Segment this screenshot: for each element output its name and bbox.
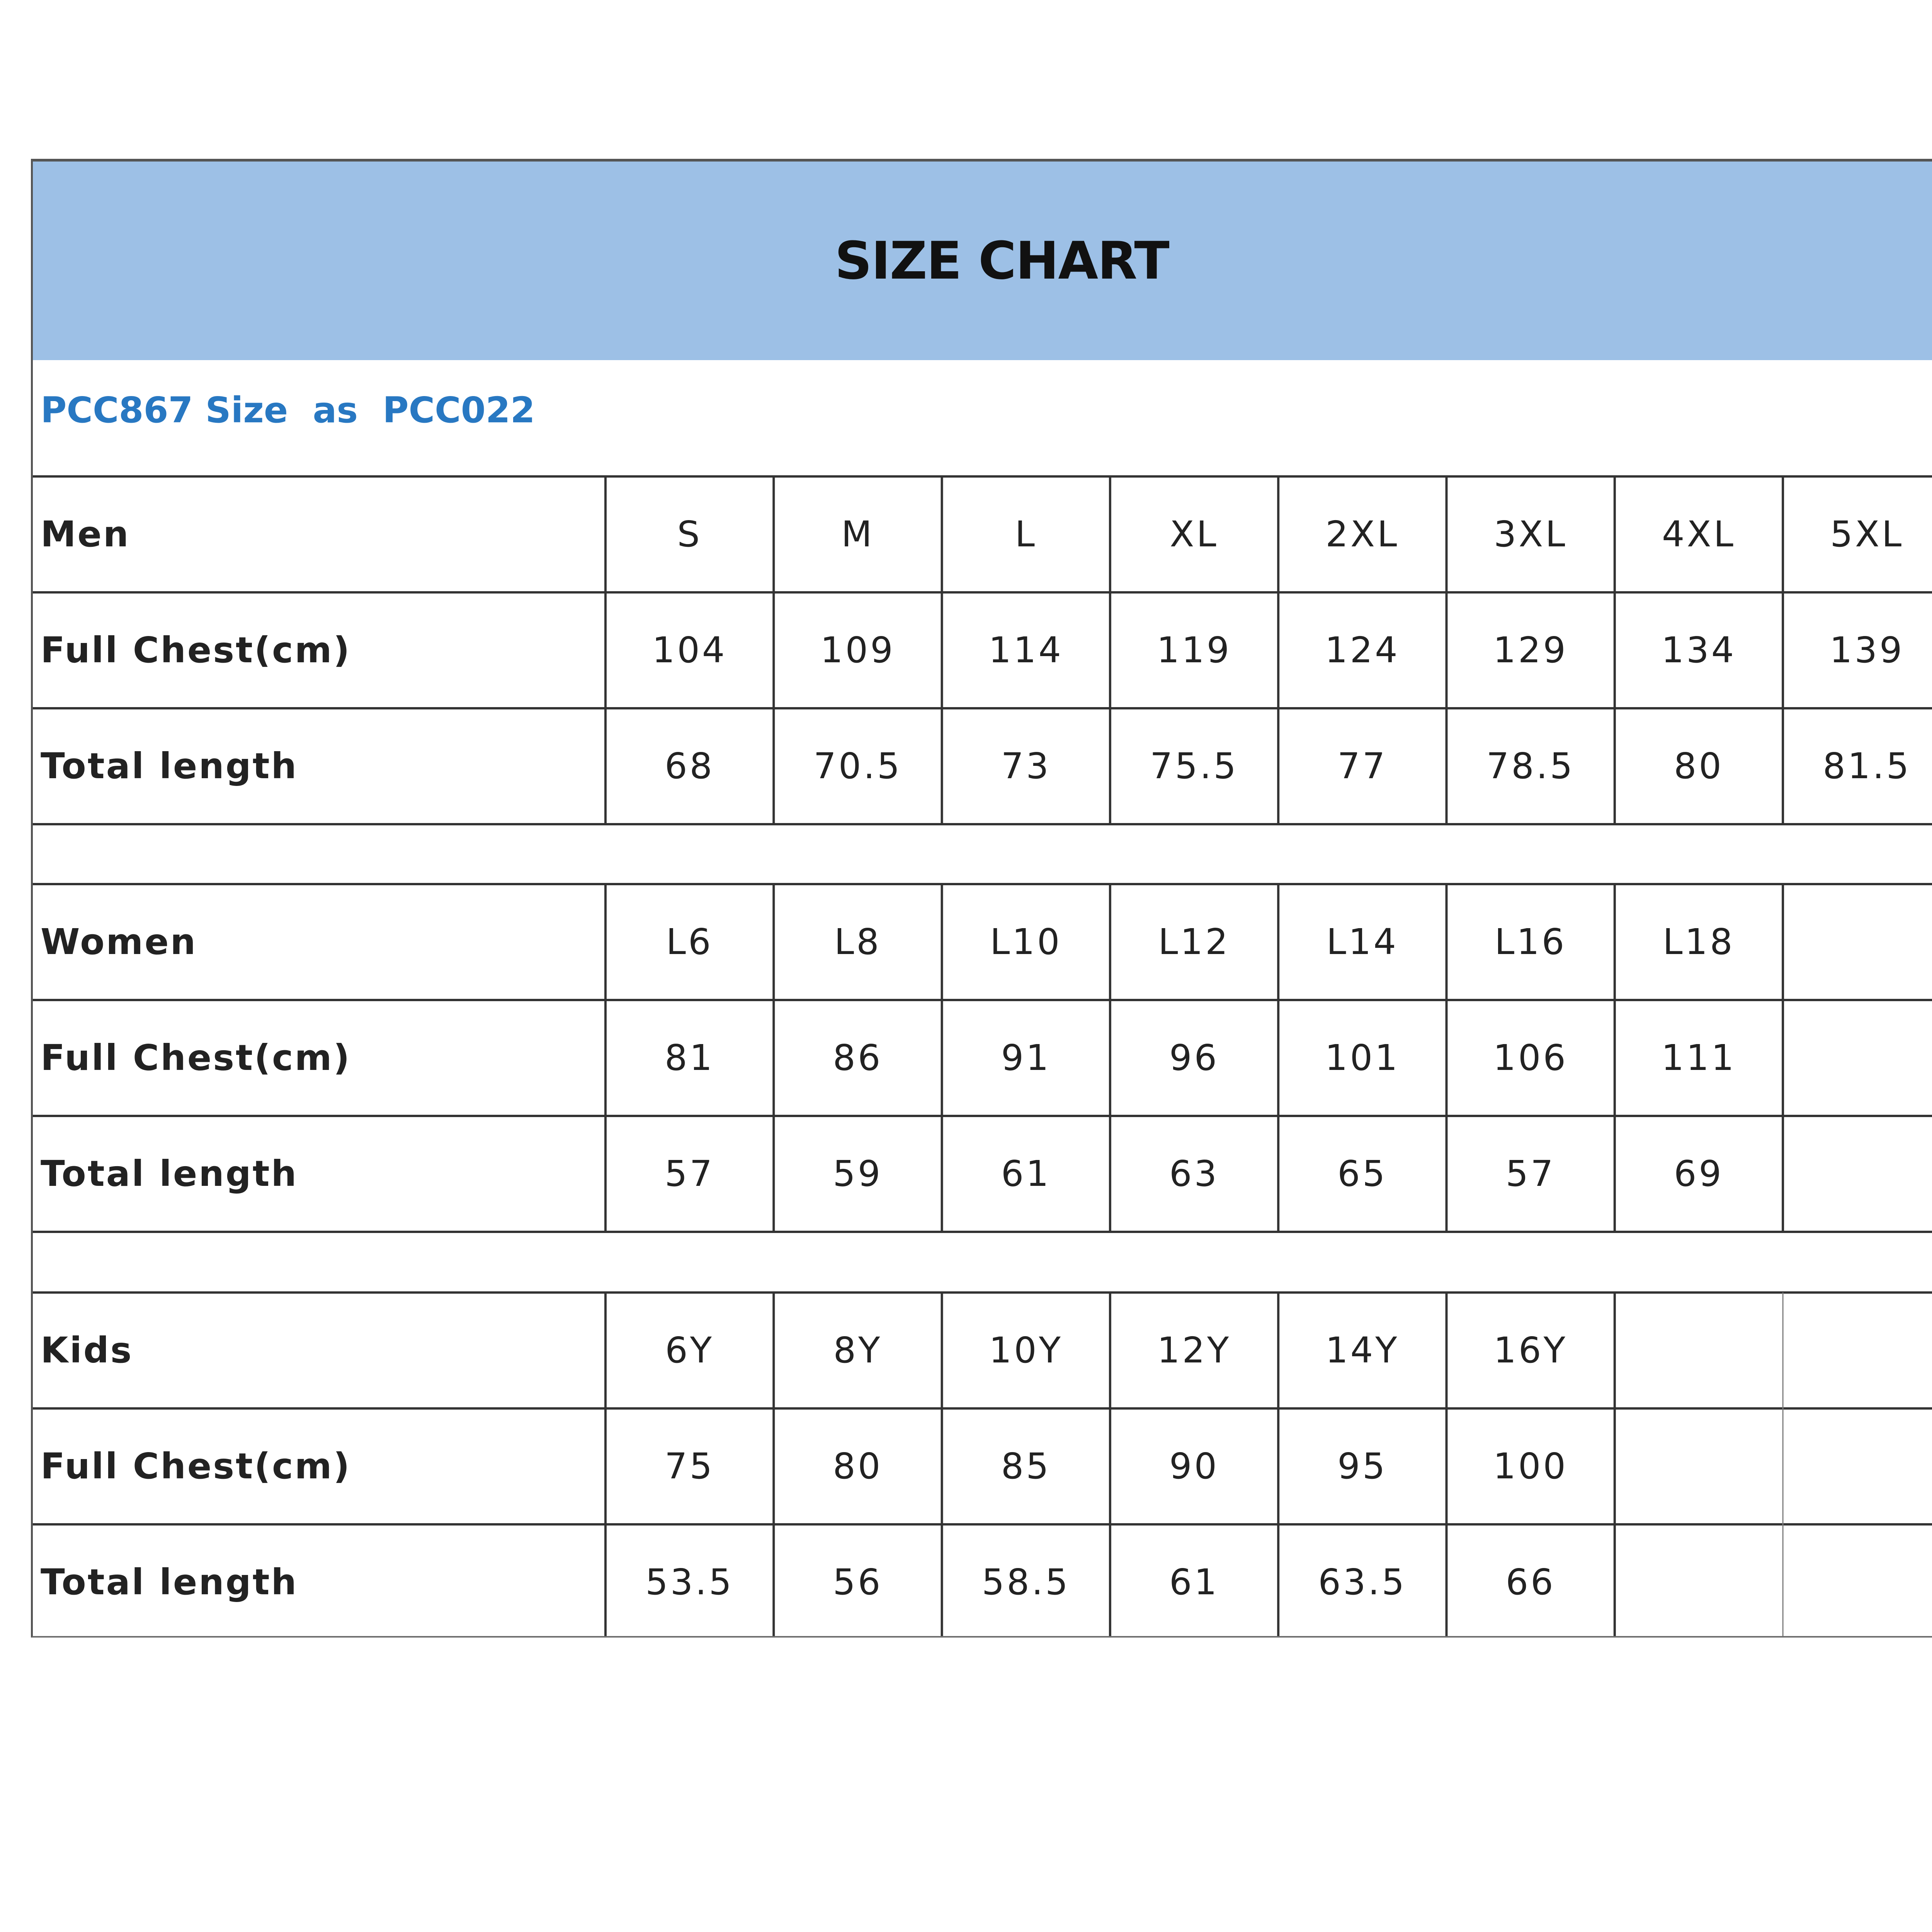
kids-total-length-value: 58.5	[981, 1561, 1070, 1603]
men-total-length-value: 80	[1673, 745, 1724, 787]
men-size: 5XL	[1830, 514, 1904, 555]
women-size: L16	[1494, 921, 1567, 963]
women-full-chest-value: 96	[1169, 1037, 1219, 1078]
men-total-length-value: 81.5	[1823, 745, 1912, 787]
men-total-length-value: 75.5	[1150, 745, 1238, 787]
kids-full-chest-value: 80	[833, 1446, 883, 1487]
men-full-chest-value: 124	[1325, 629, 1400, 671]
men-full-chest-value: 119	[1156, 629, 1232, 671]
men-full-chest-value: 114	[988, 629, 1064, 671]
men-total-length-value: 73	[1001, 745, 1051, 787]
kids-size: 14Y	[1325, 1330, 1400, 1371]
women-full-chest-value: 101	[1325, 1037, 1400, 1078]
women-full-chest-value: 111	[1661, 1037, 1736, 1078]
kids-full-chest-value: 90	[1169, 1446, 1219, 1487]
men-total-length-value: 70.5	[813, 745, 902, 787]
women-total-length-value: 57	[665, 1153, 715, 1194]
women-size: L10	[990, 921, 1062, 963]
women-size: L12	[1158, 921, 1230, 963]
men-total-length-label: Total length	[41, 745, 298, 787]
men-total-length-value: 77	[1337, 745, 1388, 787]
kids-full-chest-value: 95	[1337, 1446, 1388, 1487]
men-size: 2XL	[1325, 514, 1400, 555]
women-total-length-value: 63	[1169, 1153, 1219, 1194]
kids-size: 10Y	[989, 1330, 1063, 1371]
kids-total-length-value: 61	[1169, 1561, 1219, 1603]
kids-total-length-value: 56	[833, 1561, 883, 1603]
women-full-chest-value: 91	[1001, 1037, 1051, 1078]
men-full-chest-value: 134	[1661, 629, 1736, 671]
women-full-chest-value: 86	[833, 1037, 883, 1078]
table-grid-lines	[33, 162, 1932, 1636]
chart-subtitle: PCC867 Size as PCC022	[41, 389, 535, 431]
kids-total-length-value: 53.5	[645, 1561, 734, 1603]
women-total-length-value: 59	[833, 1153, 883, 1194]
kids-total-length-value: 63.5	[1318, 1561, 1407, 1603]
men-full-chest-value: 109	[820, 629, 895, 671]
men-size: M	[841, 514, 874, 555]
men-size: S	[677, 514, 702, 555]
women-size: L18	[1663, 921, 1735, 963]
men-size: 4XL	[1662, 514, 1736, 555]
kids-full-chest-value: 85	[1001, 1446, 1051, 1487]
women-total-length-value: 57	[1505, 1153, 1556, 1194]
men-full-chest-value: 139	[1829, 629, 1905, 671]
kids-full-chest-value: 75	[665, 1446, 715, 1487]
men-full-chest-value: 104	[652, 629, 727, 671]
women-total-length-value: 65	[1337, 1153, 1388, 1194]
chart-title: SIZE CHART	[835, 231, 1169, 291]
women-total-length-value: 69	[1673, 1153, 1724, 1194]
size-chart	[31, 159, 1932, 1638]
kids-heading: Kids	[41, 1330, 133, 1371]
women-size: L8	[834, 921, 881, 963]
men-total-length-value: 68	[665, 745, 715, 787]
kids-size: 12Y	[1157, 1330, 1231, 1371]
women-full-chest-label: Full Chest(cm)	[41, 1037, 351, 1078]
women-total-length-label: Total length	[41, 1153, 298, 1194]
title-banner	[33, 162, 1932, 360]
men-heading: Men	[41, 514, 130, 555]
kids-full-chest-label: Full Chest(cm)	[41, 1446, 351, 1487]
kids-size: 8Y	[833, 1330, 883, 1371]
men-size: XL	[1170, 514, 1219, 555]
women-full-chest-value: 81	[665, 1037, 715, 1078]
men-size: L	[1015, 514, 1037, 555]
women-heading: Women	[41, 921, 197, 963]
men-total-length-value: 78.5	[1486, 745, 1575, 787]
men-full-chest-value: 129	[1493, 629, 1568, 671]
kids-size: 16Y	[1493, 1330, 1568, 1371]
kids-total-length-value: 66	[1505, 1561, 1556, 1603]
kids-size: 6Y	[665, 1330, 714, 1371]
men-full-chest-label: Full Chest(cm)	[41, 629, 351, 671]
women-size: L6	[666, 921, 713, 963]
kids-total-length-label: Total length	[41, 1561, 298, 1603]
women-full-chest-value: 106	[1493, 1037, 1568, 1078]
women-size: L14	[1326, 921, 1399, 963]
women-total-length-value: 61	[1001, 1153, 1051, 1194]
men-size: 3XL	[1493, 514, 1568, 555]
kids-full-chest-value: 100	[1493, 1446, 1568, 1487]
